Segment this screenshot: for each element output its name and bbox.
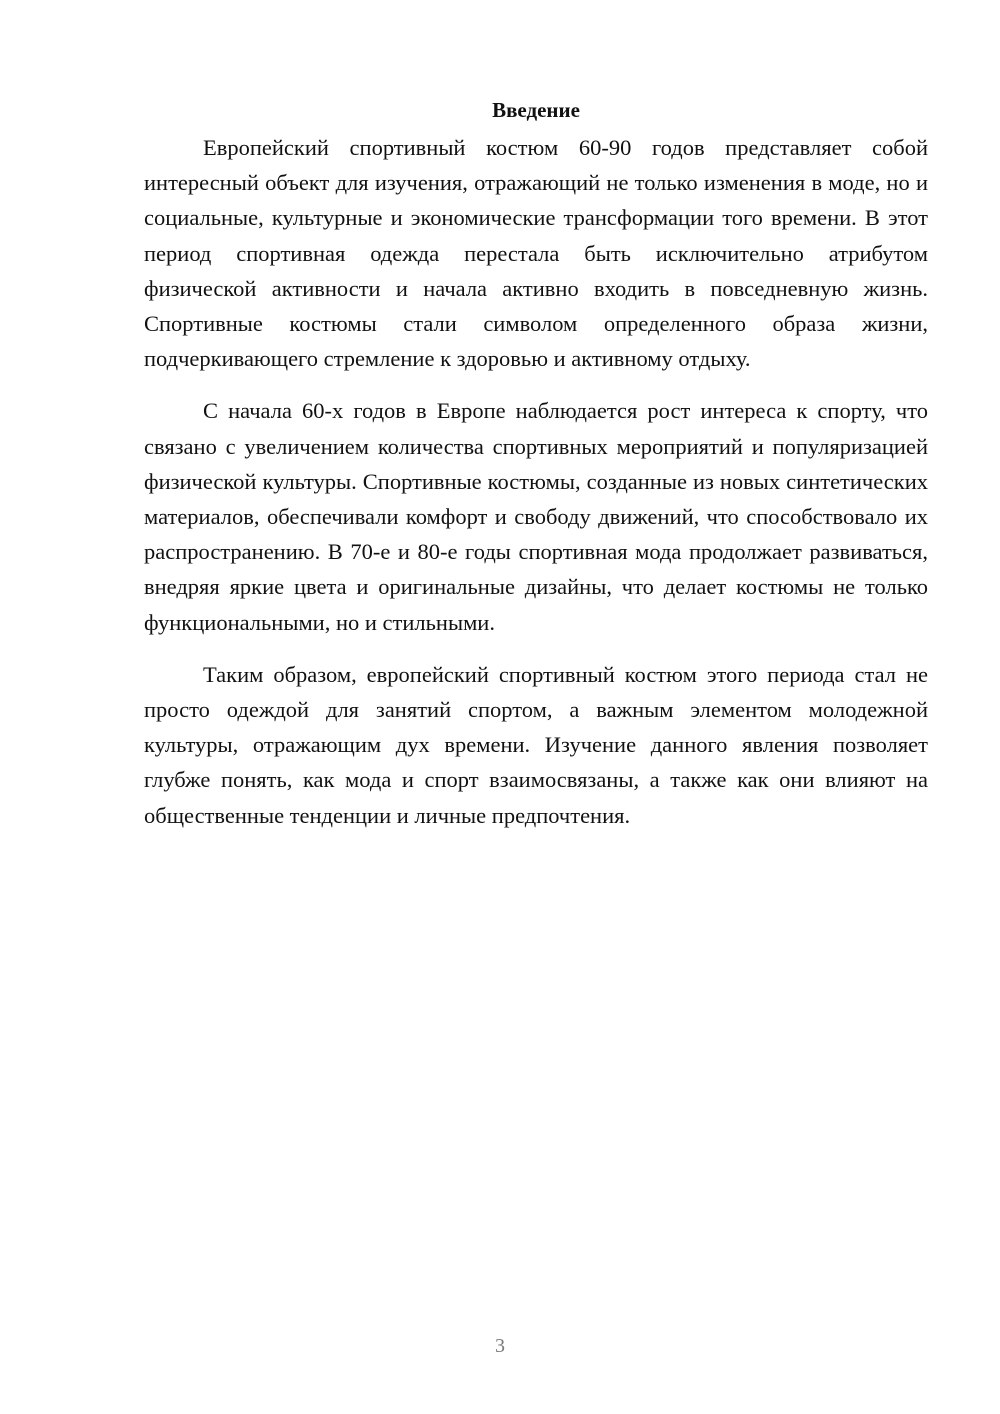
paragraph-2: С начала 60-х годов в Европе наблюдается рост интереса к спорту, что связано с увеличением количества спортивных мероприятий и популяризацией физической культуры. Спортивные костюмы, созданные из новых синтетических материалов, обеспечивали комфорт и свободу движений, что способствовало их распространению. В 70-е и 80-е годы спортивная мода продолжает развиваться, внедряя яркие цвета и оригинальные дизайны, что делает костюмы не только функциональными, но и стильными.: [144, 398, 928, 635]
section-heading: Введение: [492, 98, 580, 122]
page-number: 3: [495, 1335, 505, 1357]
paragraph-1: Европейский спортивный костюм 60-90 годов представляет собой интересный объект для изучения, отражающий не только изменения в моде, но и социальные, культурные и экономические трансформации того времени. В этот период спортивная одежда перестала быть исключительно атрибутом физической активности и начала активно входить в повседневную жизнь. Спортивные костюмы стали символом определенного образа жизни, подчеркивающего стремление к здоровью и активному отдыху.: [144, 135, 928, 372]
paragraph-3: Таким образом, европейский спортивный костюм этого периода стал не просто одеждой для занятий спортом, а важным элементом молодежной культуры, отражающим дух времени. Изучение данного явления позволяет глубже понять, как мода и спорт взаимосвязаны, а также как они влияют на общественные тенденции и личные предпочтения.: [144, 661, 928, 828]
page-content: [144, 96, 928, 850]
